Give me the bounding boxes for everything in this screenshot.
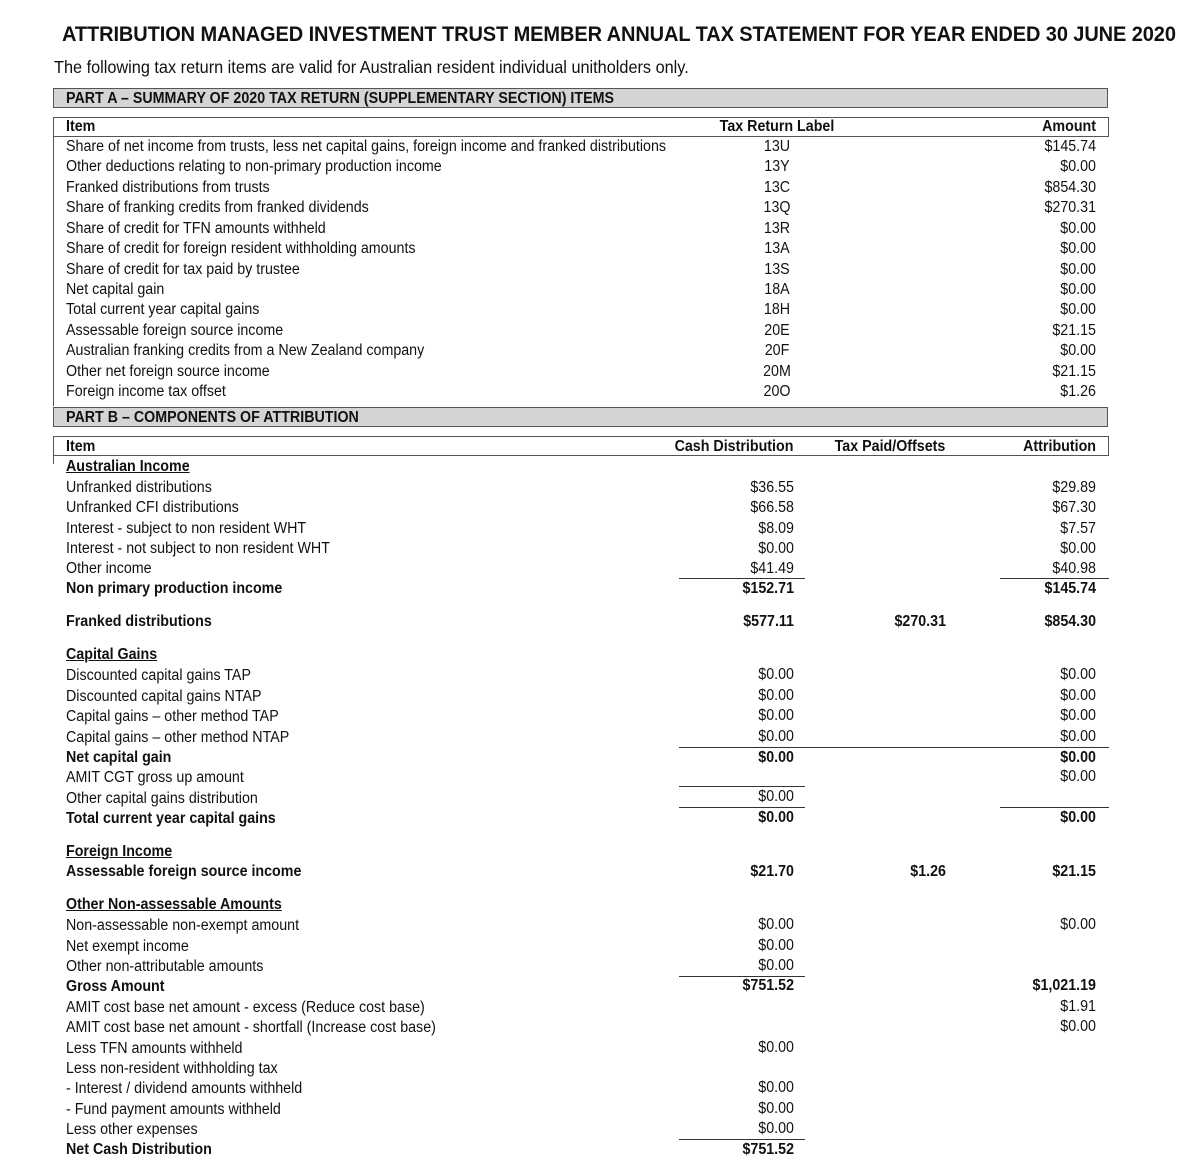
part-b-col-attr: Attribution	[1023, 438, 1096, 455]
other-non-assessable-row-cash: $0.00	[758, 916, 794, 933]
fund-withheld-label: - Fund payment amounts withheld	[66, 1101, 281, 1118]
part-a-heading-text: PART A – SUMMARY OF 2020 TAX RETURN (SUPPLEMENTARY SECTION) ITEMS	[66, 90, 615, 107]
part-a-row-item: Total current year capital gains	[66, 301, 260, 318]
capital-gains-row-item: Capital gains – other method TAP	[66, 708, 279, 725]
net-cg-label: Net capital gain	[66, 749, 172, 766]
australian-income-row-attr: $29.89	[1052, 479, 1096, 496]
part-a-row-amount: $0.00	[1060, 281, 1096, 298]
part-a-row-amount: $21.15	[1052, 363, 1096, 380]
npp-income-label: Non primary production income	[66, 580, 283, 597]
interest-withheld-label: - Interest / dividend amounts withheld	[66, 1080, 303, 1097]
net-cg-attr: $0.00	[1060, 749, 1096, 766]
australian-income-row-cash: $41.49	[750, 560, 794, 577]
other-non-assessable-row-cash: $0.00	[758, 937, 794, 954]
part-a-row-amount: $0.00	[1060, 240, 1096, 257]
part-a-row-item: Share of franking credits from franked dividends	[66, 199, 369, 216]
part-a-row-item: Australian franking credits from a New Zealand company	[66, 342, 425, 359]
part-a-row-label: 13S	[764, 261, 790, 278]
foreign-income-cash: $21.70	[750, 863, 794, 880]
part-a-col-label: Tax Return Label	[719, 118, 835, 135]
franked-tax: $270.31	[894, 613, 946, 630]
part-a-row-amount: $854.30	[1044, 179, 1096, 196]
part-a-col-item: Item	[66, 118, 96, 135]
other-non-assessable-heading: Other Non-assessable Amounts	[66, 896, 282, 913]
part-a-row-label: 20F	[764, 342, 790, 359]
capital-gains-row-cash: $0.00	[758, 687, 794, 704]
part-a-row-amount: $0.00	[1060, 261, 1096, 278]
australian-income-row-cash: $8.09	[758, 520, 794, 537]
other-non-assessable-row-attr: $0.00	[1060, 916, 1096, 933]
amit-excess-attr: $1.91	[1060, 998, 1096, 1015]
net-cg-cash: $0.00	[758, 749, 794, 766]
part-a-row-item: Share of net income from trusts, less net capital gains, foreign income and franked distributions	[66, 138, 667, 155]
npp-income-attr: $145.74	[1044, 580, 1096, 597]
part-a-row-amount: $0.00	[1060, 301, 1096, 318]
total-cg-attr: $0.00	[1060, 809, 1096, 826]
capital-gains-row-item: Discounted capital gains NTAP	[66, 688, 262, 705]
australian-income-row-cash: $36.55	[750, 479, 794, 496]
foreign-income-heading: Foreign Income	[66, 843, 173, 860]
australian-income-row-attr: $40.98	[1052, 560, 1096, 577]
australian-income-row-cash: $0.00	[758, 540, 794, 557]
part-a-row-label: 18A	[764, 281, 790, 298]
australian-income-row-item: Unfranked CFI distributions	[66, 499, 239, 516]
part-a-row-label: 18H	[763, 301, 791, 318]
part-a-row-label: 13R	[763, 220, 791, 237]
part-b-col-tax: Tax Paid/Offsets	[834, 438, 946, 455]
part-a-row-amount: $0.00	[1060, 342, 1096, 359]
amit-excess-label: AMIT cost base net amount - excess (Reduce cost base)	[66, 999, 425, 1016]
part-b-left-border	[53, 456, 54, 464]
other-non-assessable-row-item: Other non-attributable amounts	[66, 958, 264, 975]
australian-income-row-attr: $7.57	[1060, 520, 1096, 537]
capital-gains-row-attr: $0.00	[1060, 728, 1096, 745]
part-a-row-item: Franked distributions from trusts	[66, 179, 270, 196]
part-b-col-item: Item	[66, 438, 96, 455]
part-a-heading	[53, 88, 1108, 108]
australian-income-heading: Australian Income	[66, 458, 190, 475]
less-tfn-label: Less TFN amounts withheld	[66, 1040, 243, 1057]
part-a-row-item: Assessable foreign source income	[66, 322, 284, 339]
net-cash-label: Net Cash Distribution	[66, 1141, 212, 1158]
part-b-col-cash: Cash Distribution	[674, 438, 794, 455]
other-non-assessable-row-cash: $0.00	[758, 957, 794, 974]
less-other-label: Less other expenses	[66, 1121, 198, 1138]
net-cash-value: $751.52	[742, 1141, 794, 1158]
part-a-row-amount: $145.74	[1044, 138, 1096, 155]
part-b-heading-text: PART B – COMPONENTS OF ATTRIBUTION	[66, 409, 359, 426]
gross-amount-label: Gross Amount	[66, 978, 165, 995]
part-a-row-item: Other deductions relating to non-primary production income	[66, 158, 442, 175]
part-a-row-item: Foreign income tax offset	[66, 383, 226, 400]
australian-income-row-item: Interest - subject to non resident WHT	[66, 520, 307, 537]
foreign-income-attr: $21.15	[1052, 863, 1096, 880]
part-a-row-label: 13Y	[764, 158, 790, 175]
foreign-income-tax: $1.26	[910, 863, 946, 880]
amit-shortfall-attr: $0.00	[1060, 1018, 1096, 1035]
part-a-row-amount: $0.00	[1060, 158, 1096, 175]
part-a-row-item: Other net foreign source income	[66, 363, 270, 380]
gross-amount-attr: $1,021.19	[1032, 977, 1096, 994]
australian-income-row-item: Interest - not subject to non resident WHT	[66, 540, 330, 557]
part-a-row-label: 20M	[763, 363, 791, 380]
part-a-row-label: 13A	[764, 240, 790, 257]
part-a-row-item: Net capital gain	[66, 281, 165, 298]
total-cg-cash: $0.00	[758, 809, 794, 826]
part-a-row-label: 13U	[763, 138, 791, 155]
capital-gains-row-attr: $0.00	[1060, 707, 1096, 724]
amit-shortfall-label: AMIT cost base net amount - shortfall (Increase cost base)	[66, 1019, 436, 1036]
gross-amount-cash: $751.52	[742, 977, 794, 994]
part-a-col-amount: Amount	[1042, 118, 1096, 135]
part-a-row-label: 20O	[763, 383, 791, 400]
capital-gains-row-item: Discounted capital gains TAP	[66, 667, 251, 684]
capital-gains-row-cash: $0.00	[758, 707, 794, 724]
other-cg-dist-cash: $0.00	[758, 788, 794, 805]
australian-income-row-item: Unfranked distributions	[66, 479, 212, 496]
amit-gross-up-attr: $0.00	[1060, 768, 1096, 785]
part-a-row-label: 20E	[764, 322, 790, 339]
total-cg-label: Total current year capital gains	[66, 810, 276, 827]
less-other-cash: $0.00	[758, 1120, 794, 1137]
part-a-row-item: Share of credit for tax paid by trustee	[66, 261, 300, 278]
foreign-income-label: Assessable foreign source income	[66, 863, 302, 880]
part-a-row-label: 13C	[763, 179, 791, 196]
capital-gains-row-cash: $0.00	[758, 728, 794, 745]
part-a-row-label: 13Q	[763, 199, 791, 216]
franked-cash: $577.11	[743, 613, 794, 630]
part-a-row-item: Share of credit for TFN amounts withheld	[66, 220, 326, 237]
npp-income-cash: $152.71	[742, 580, 794, 597]
interest-withheld-cash: $0.00	[758, 1079, 794, 1096]
page-subtitle: The following tax return items are valid for Australian resident individual unitholders only.	[54, 57, 689, 77]
capital-gains-row-item: Capital gains – other method NTAP	[66, 729, 290, 746]
part-a-row-amount: $1.26	[1060, 383, 1096, 400]
part-b-heading	[53, 407, 1108, 427]
australian-income-row-cash: $66.58	[750, 499, 794, 516]
page-title: ATTRIBUTION MANAGED INVESTMENT TRUST MEMBER ANNUAL TAX STATEMENT FOR YEAR ENDED 30 JUNE 2020	[62, 22, 1176, 46]
less-tfn-cash: $0.00	[758, 1039, 794, 1056]
capital-gains-row-attr: $0.00	[1060, 687, 1096, 704]
capital-gains-row-cash: $0.00	[758, 666, 794, 683]
franked-attr: $854.30	[1044, 613, 1096, 630]
part-a-row-amount: $21.15	[1052, 322, 1096, 339]
amit-gross-up-label: AMIT CGT gross up amount	[66, 769, 244, 786]
australian-income-row-attr: $0.00	[1060, 540, 1096, 557]
other-non-assessable-row-item: Non-assessable non-exempt amount	[66, 917, 300, 934]
other-non-assessable-row-item: Net exempt income	[66, 938, 189, 955]
part-a-left-border	[53, 136, 54, 406]
part-a-row-amount: $270.31	[1044, 199, 1096, 216]
australian-income-row-item: Other income	[66, 560, 152, 577]
less-nonres-label: Less non-resident withholding tax	[66, 1060, 278, 1077]
franked-label: Franked distributions	[66, 613, 212, 630]
capital-gains-heading: Capital Gains	[66, 646, 158, 663]
capital-gains-row-attr: $0.00	[1060, 666, 1096, 683]
part-a-row-item: Share of credit for foreign resident withholding amounts	[66, 240, 416, 257]
part-a-row-amount: $0.00	[1060, 220, 1096, 237]
australian-income-row-attr: $67.30	[1052, 499, 1096, 516]
fund-withheld-cash: $0.00	[758, 1100, 794, 1117]
other-cg-dist-label: Other capital gains distribution	[66, 790, 258, 807]
